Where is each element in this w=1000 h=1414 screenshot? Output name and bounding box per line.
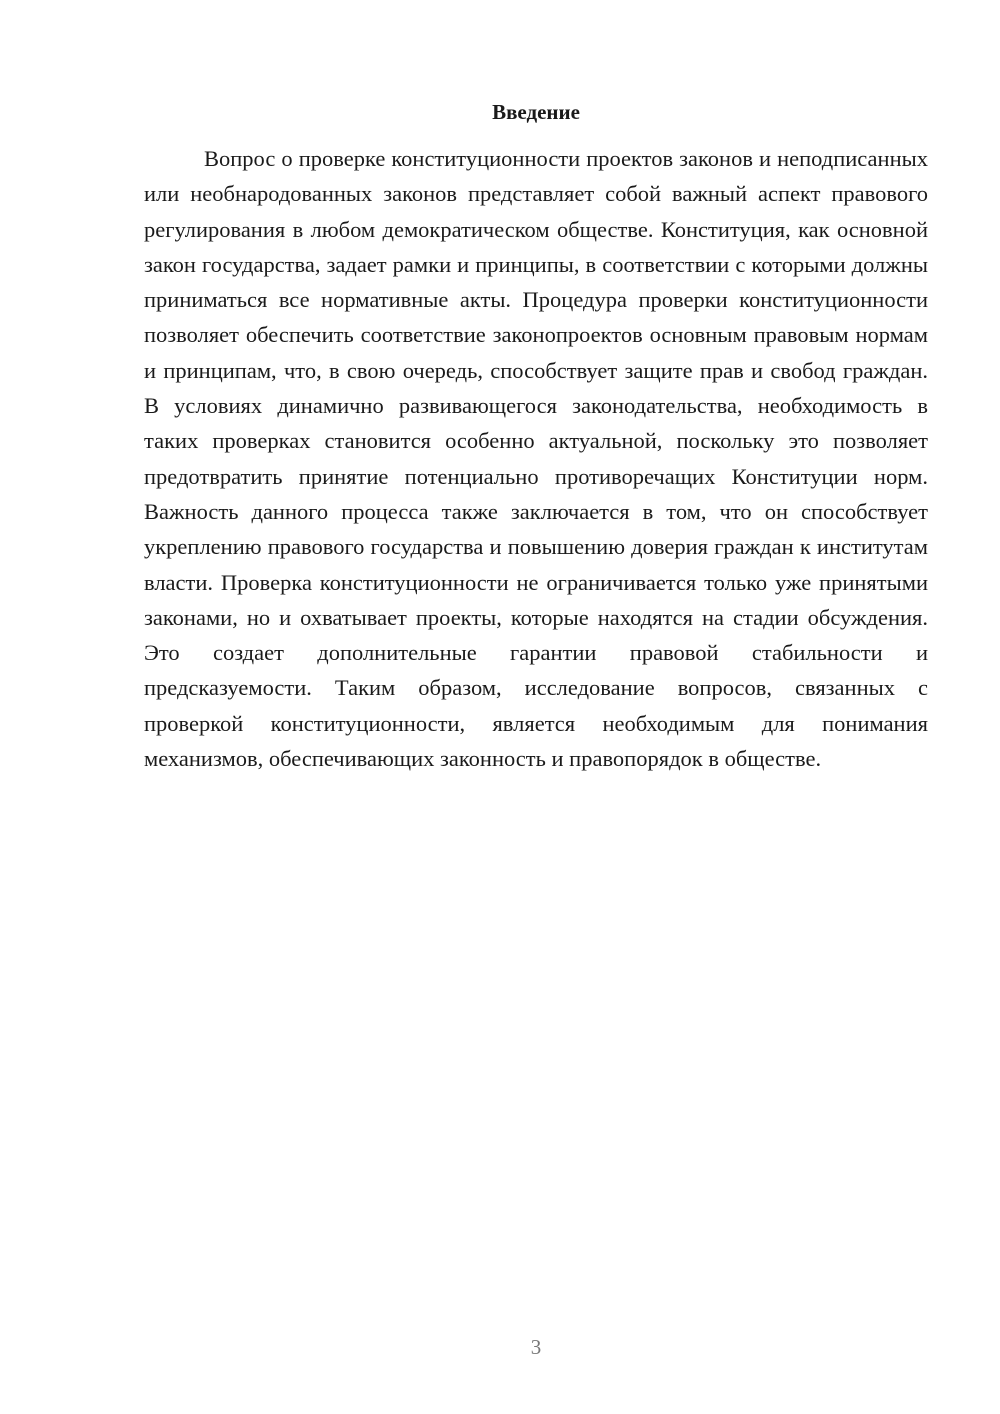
section-title: Введение [492,100,580,124]
page-number: 3 [530,1335,542,1359]
body-paragraph: Вопрос о проверке конституционности проектов законов и неподписанных или необнародованных законов представляет собой важный аспект правового регулирования в любом демократическом обществе. Конституция, как основной закон государства, задает рамки и принципы, в соответствии с которыми должны приниматься все нормативные акты. Процедура проверки конституционности позволяет обеспечить соответствие законопроектов основным правовым нормам и принципам, что, в свою очередь, способствует защите прав и свобод граждан. В условиях динамично развивающегося законодательства, необходимость в таких проверках становится особенно актуальной, поскольку это позволяет предотвратить принятие потенциально противоречащих Конституции норм. Важность данного процесса также заключается в том, что он способствует укреплению правового государства и повышению доверия граждан к институтам власти. Проверка конституционности не ограничивается только уже принятыми законами, но и охватывает проекты, которые находятся на стадии обсуждения. Это создает дополнительные гарантии правовой стабильности и предсказуемости. Таким образом, исследование вопросов, связанных с проверкой конституционности, является необходимым для понимания механизмов, обеспечивающих законность и правопорядок в обществе. [144,146,928,772]
